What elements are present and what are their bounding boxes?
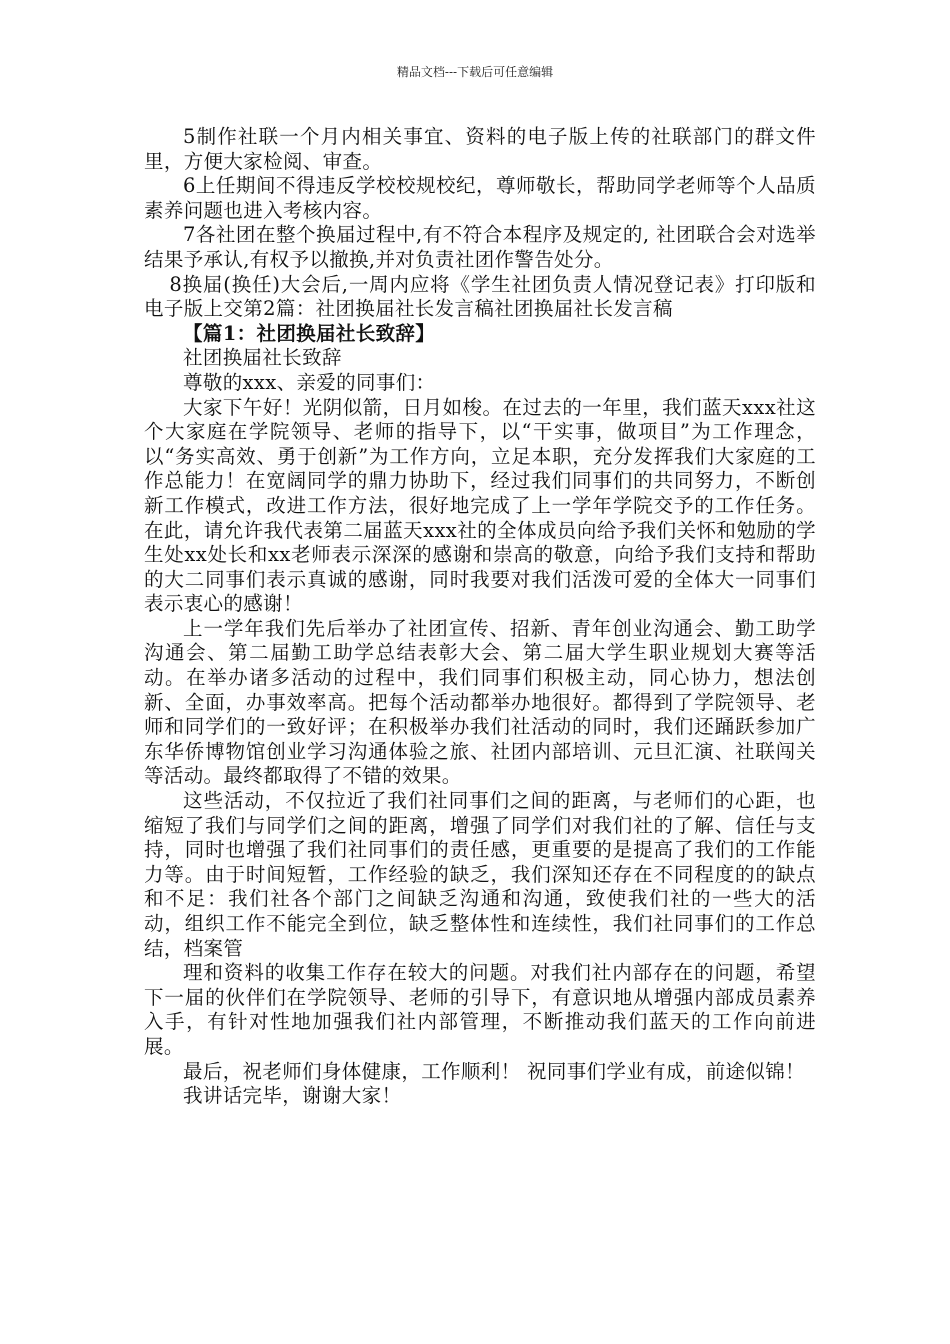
speech-paragraph-reflection: 这些活动，不仅拉近了我们社同事们之间的距离，与老师们的心距，也缩短了我们与同学们之间的距离，增强了同学们对我们社的了解、信任与支持，同时也增强了我们社同事们的责任感，更重要的是提高了我们的工作能力等。由于时间短暂，工作经验的缺乏，我们深知还存在不同程度的的缺点和不足：我们社各个部门之间缺乏沟通和沟通，致使我们社的一些大的活动，组织工作不能完全到位，缺乏整体性和连续性，我们社同事们的工作总结，档案管 <box>144 789 816 960</box>
paragraph-item-8: 8换届(换任)大会后,一周内应将《学生社团负责人情况登记表》打印版和电子版上交第2篇：社团换届社长发言稿社团换届社长发言稿 <box>144 272 816 321</box>
speech-paragraph-activities: 上一学年我们先后举办了社团宣传、招新、青年创业沟通会、勤工助学沟通会、第二届勤工助学总结表彰大会、第二届大学生职业规划大赛等活动。在举办诸多活动的过程中，我们同事们积极主动，同心协力，想法创新、全面，办事效率高。把每个活动都举办地很好。都得到了学院领导、老师和同学们的一致好评；在积极举办我们社活动的同时，我们还踊跃参加广东华侨博物馆创业学习沟通体验之旅、社团内部培训、元旦汇演、社联闯关等活动。最终都取得了不错的效果。 <box>144 616 816 788</box>
speech-closing-wishes: 最后，祝老师们身体健康，工作顺利！ 祝同事们学业有成，前途似锦！ <box>183 1059 805 1083</box>
page-header: 精品文档---下载后可任意编辑 <box>396 65 554 79</box>
paragraph-item-6: 6上任期间不得违反学校校规校纪，尊师敬长，帮助同学老师等个人品质素养问题也进入考核内容。 <box>144 174 816 222</box>
paragraph-item-5: 5制作社联一个月内相关事宜、资料的电子版上传的社联部门的群文件里，方便大家检阅、审查。 <box>144 125 816 173</box>
speech-paragraph-intro: 大家下午好！光阴似箭，日月如梭。在过去的一年里，我们蓝天xxx社这个大家庭在学院领导、老师的指导下，以“干实事，做项目”为工作理念，以“务实高效、勇于创新”为工作方向，立足本职，充分发挥我们大家庭的工作总能力！在宽阔同学的鼎力协助下，经过我们同事们的共同努力，不断创新工作模式，改进工作方法，很好地完成了上一学年学院交予的工作任务。在此，请允许我代表第二届蓝天xxx社的全体成员向给予我们关怀和勉励的学生处xx处长和xx老师表示深深的感谢和崇高的敬意，向给予我们支持和帮助的大二同事们表示真诚的感谢，同时我要对我们活泼可爱的全体大一同事们表示衷心的感谢！ <box>144 395 816 616</box>
salutation: 尊敬的xxx、亲爱的同事们： <box>183 370 436 394</box>
document-body <box>144 125 816 1109</box>
speech-title: 社团换届社长致辞 <box>183 346 342 370</box>
speech-paragraph-hopes: 理和资料的收集工作存在较大的问题。对我们社内部存在的问题，希望下一届的伙伴们在学院领导、老师的引导下，有意识地从增强内部成员素养入手，有针对性地加强我们社内部管理，不断推动我们蓝天的工作向前进展。 <box>144 961 816 1058</box>
speech-ending: 我讲话完毕，谢谢大家！ <box>183 1084 402 1108</box>
paragraph-item-7: 7各社团在整个换届过程中,有不符合本程序及规定的, 社团联合会对选举结果予承认,有权予以撤换,并对负责社团作警告处分。 <box>144 223 816 271</box>
section-heading: 【篇1：社团换届社长致辞】 <box>183 321 436 345</box>
